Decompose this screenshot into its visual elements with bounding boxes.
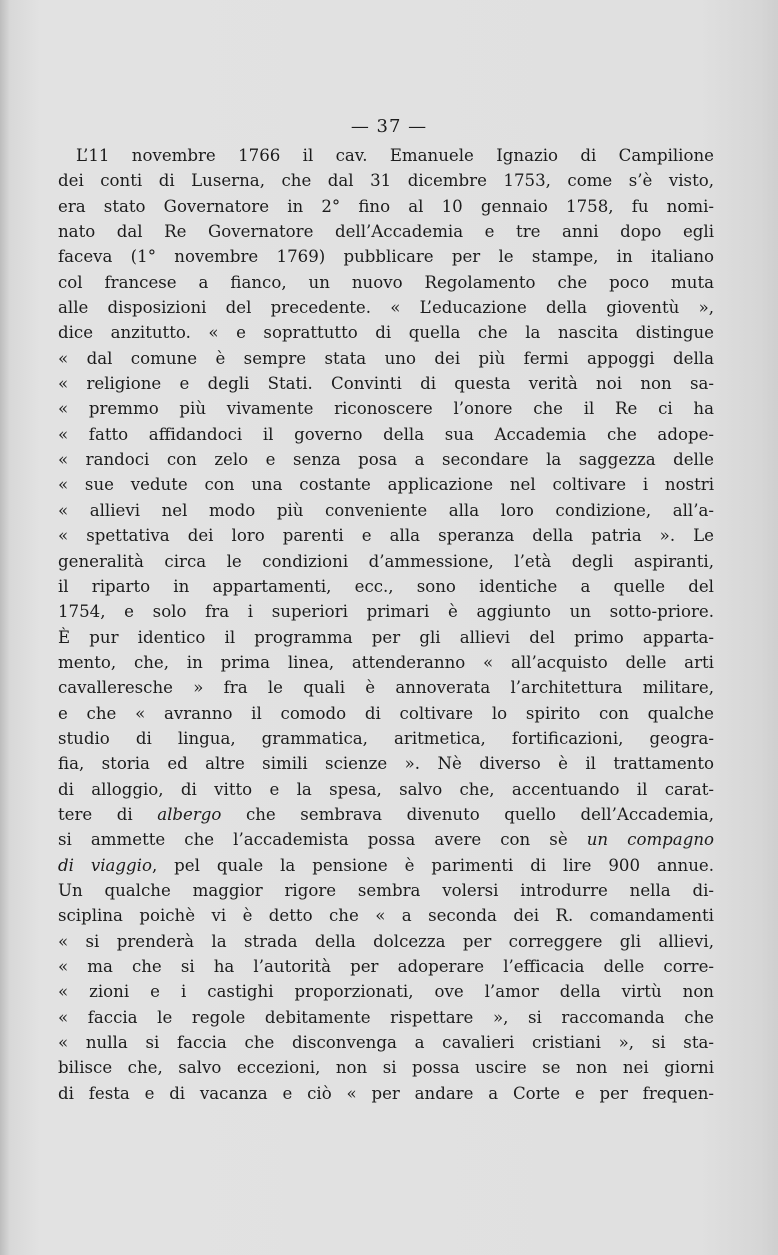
text-segment: che sembrava divenuto quello dell’Accademia, (221, 804, 714, 824)
text-line: studio di lingua, grammatica, aritmetica, fortificazioni, geogra- (58, 728, 714, 748)
text-line: È pur identico il programma per gli allievi del primo apparta- (58, 627, 714, 647)
text-line: sciplina poichè vi è detto che « a seconda dei R. comandamenti (58, 906, 714, 926)
text-line: nato dal Re Governatore dell’Accademia e tre anni dopo egli (58, 222, 714, 242)
text-line: « premmo più vivamente riconoscere l’onore che il Re ci ha (58, 399, 714, 419)
text-line: col francese a fianco, un nuovo Regolamento che poco muta (58, 272, 714, 292)
text-line (58, 853, 714, 878)
text-line: « sue vedute con una costante applicazione nel coltivare i nostri (58, 475, 714, 495)
text-segment: , pel quale la pensione è parimenti di lire 900 annue. (151, 855, 714, 875)
text-line: dice anzitutto. « e soprattutto di quella che la nascita distingue (58, 323, 714, 343)
page-number: — 37 — (350, 116, 428, 137)
text-line: fia, storia ed altre simili scienze ». Nè diverso è il trattamento (58, 754, 714, 774)
text-line: « dal comune è sempre stata uno dei più fermi appoggi della (58, 348, 714, 368)
text-line: alle disposizioni del precedente. « L’educazione della gioventù », (58, 298, 714, 318)
text-segment: tere di (58, 804, 158, 824)
text-line: L’11 novembre 1766 il cav. Emanuele Ignazio di Campilione (76, 146, 714, 165)
text-line: generalità circa le condizioni d’ammessione, l’età degli aspiranti, (58, 551, 714, 571)
text-line: « religione e degli Stati. Convinti di questa verità noi non sa- (58, 374, 714, 394)
text-line: « nulla si faccia che disconvenga a cavalieri cristiani », si sta- (58, 1033, 714, 1053)
text-line: « allievi nel modo più conveniente alla loro condizione, all’a- (58, 500, 714, 520)
text-line: e che « avranno il comodo di coltivare lo spirito con qualche (58, 703, 714, 723)
text-line: 1754, e solo fra i superiori primari è aggiunto un sotto-priore. (58, 602, 714, 622)
text-line: bilisce che, salvo eccezioni, non si possa uscire se non nei giorni (58, 1058, 714, 1078)
text-line: Un qualche maggior rigore sembra volersi introdurre nella di- (58, 880, 714, 900)
text-line: era stato Governatore in 2° fino al 10 gennaio 1758, fu nomi- (58, 196, 714, 216)
text-segment: si ammette che l’accademista possa avere con sè (58, 830, 587, 850)
text-line: mento, che, in prima linea, attenderanno « all’acquisto delle arti (58, 652, 714, 672)
text-line: « ma che si ha l’autorità per adoperare l’efficacia delle corre- (58, 957, 714, 976)
text-line: il riparto in appartamenti, ecc., sono identiche a quelle del (58, 576, 714, 596)
body-text (58, 143, 714, 1106)
text-line: « zioni e i castighi proporzionati, ove l’amor della virtù non (58, 982, 714, 1002)
italic-term: di viaggio (58, 855, 152, 875)
italic-term: albergo (157, 804, 222, 824)
text-line: « si prenderà la strada della dolcezza per correggere gli allievi, (58, 931, 714, 951)
text-line: di festa e di vacanza e ciò « per andare a Corte e per frequen- (58, 1083, 714, 1103)
text-line: « randoci con zelo e senza posa a secondare la saggezza delle (58, 450, 714, 470)
text-line (58, 802, 714, 827)
text-line: cavalleresche » fra le quali è annoverata l’architettura militare, (58, 678, 714, 698)
text-line: faceva (1° novembre 1769) pubblicare per le stampe, in italiano (58, 247, 714, 267)
text-line: « fatto affidandoci il governo della sua Accademia che adope- (58, 424, 714, 444)
text-line: « faccia le regole debitamente rispettare », si raccomanda che (58, 1007, 714, 1027)
text-line: di alloggio, di vitto e la spesa, salvo che, accentuando il carat- (58, 779, 714, 799)
text-line: dei conti di Luserna, che dal 31 dicembre 1753, come s’è visto, (58, 171, 714, 191)
text-line: « spettativa dei loro parenti e alla speranza della patria ». Le (58, 526, 714, 546)
italic-term: un compagno (586, 830, 714, 850)
text-line (58, 827, 714, 852)
